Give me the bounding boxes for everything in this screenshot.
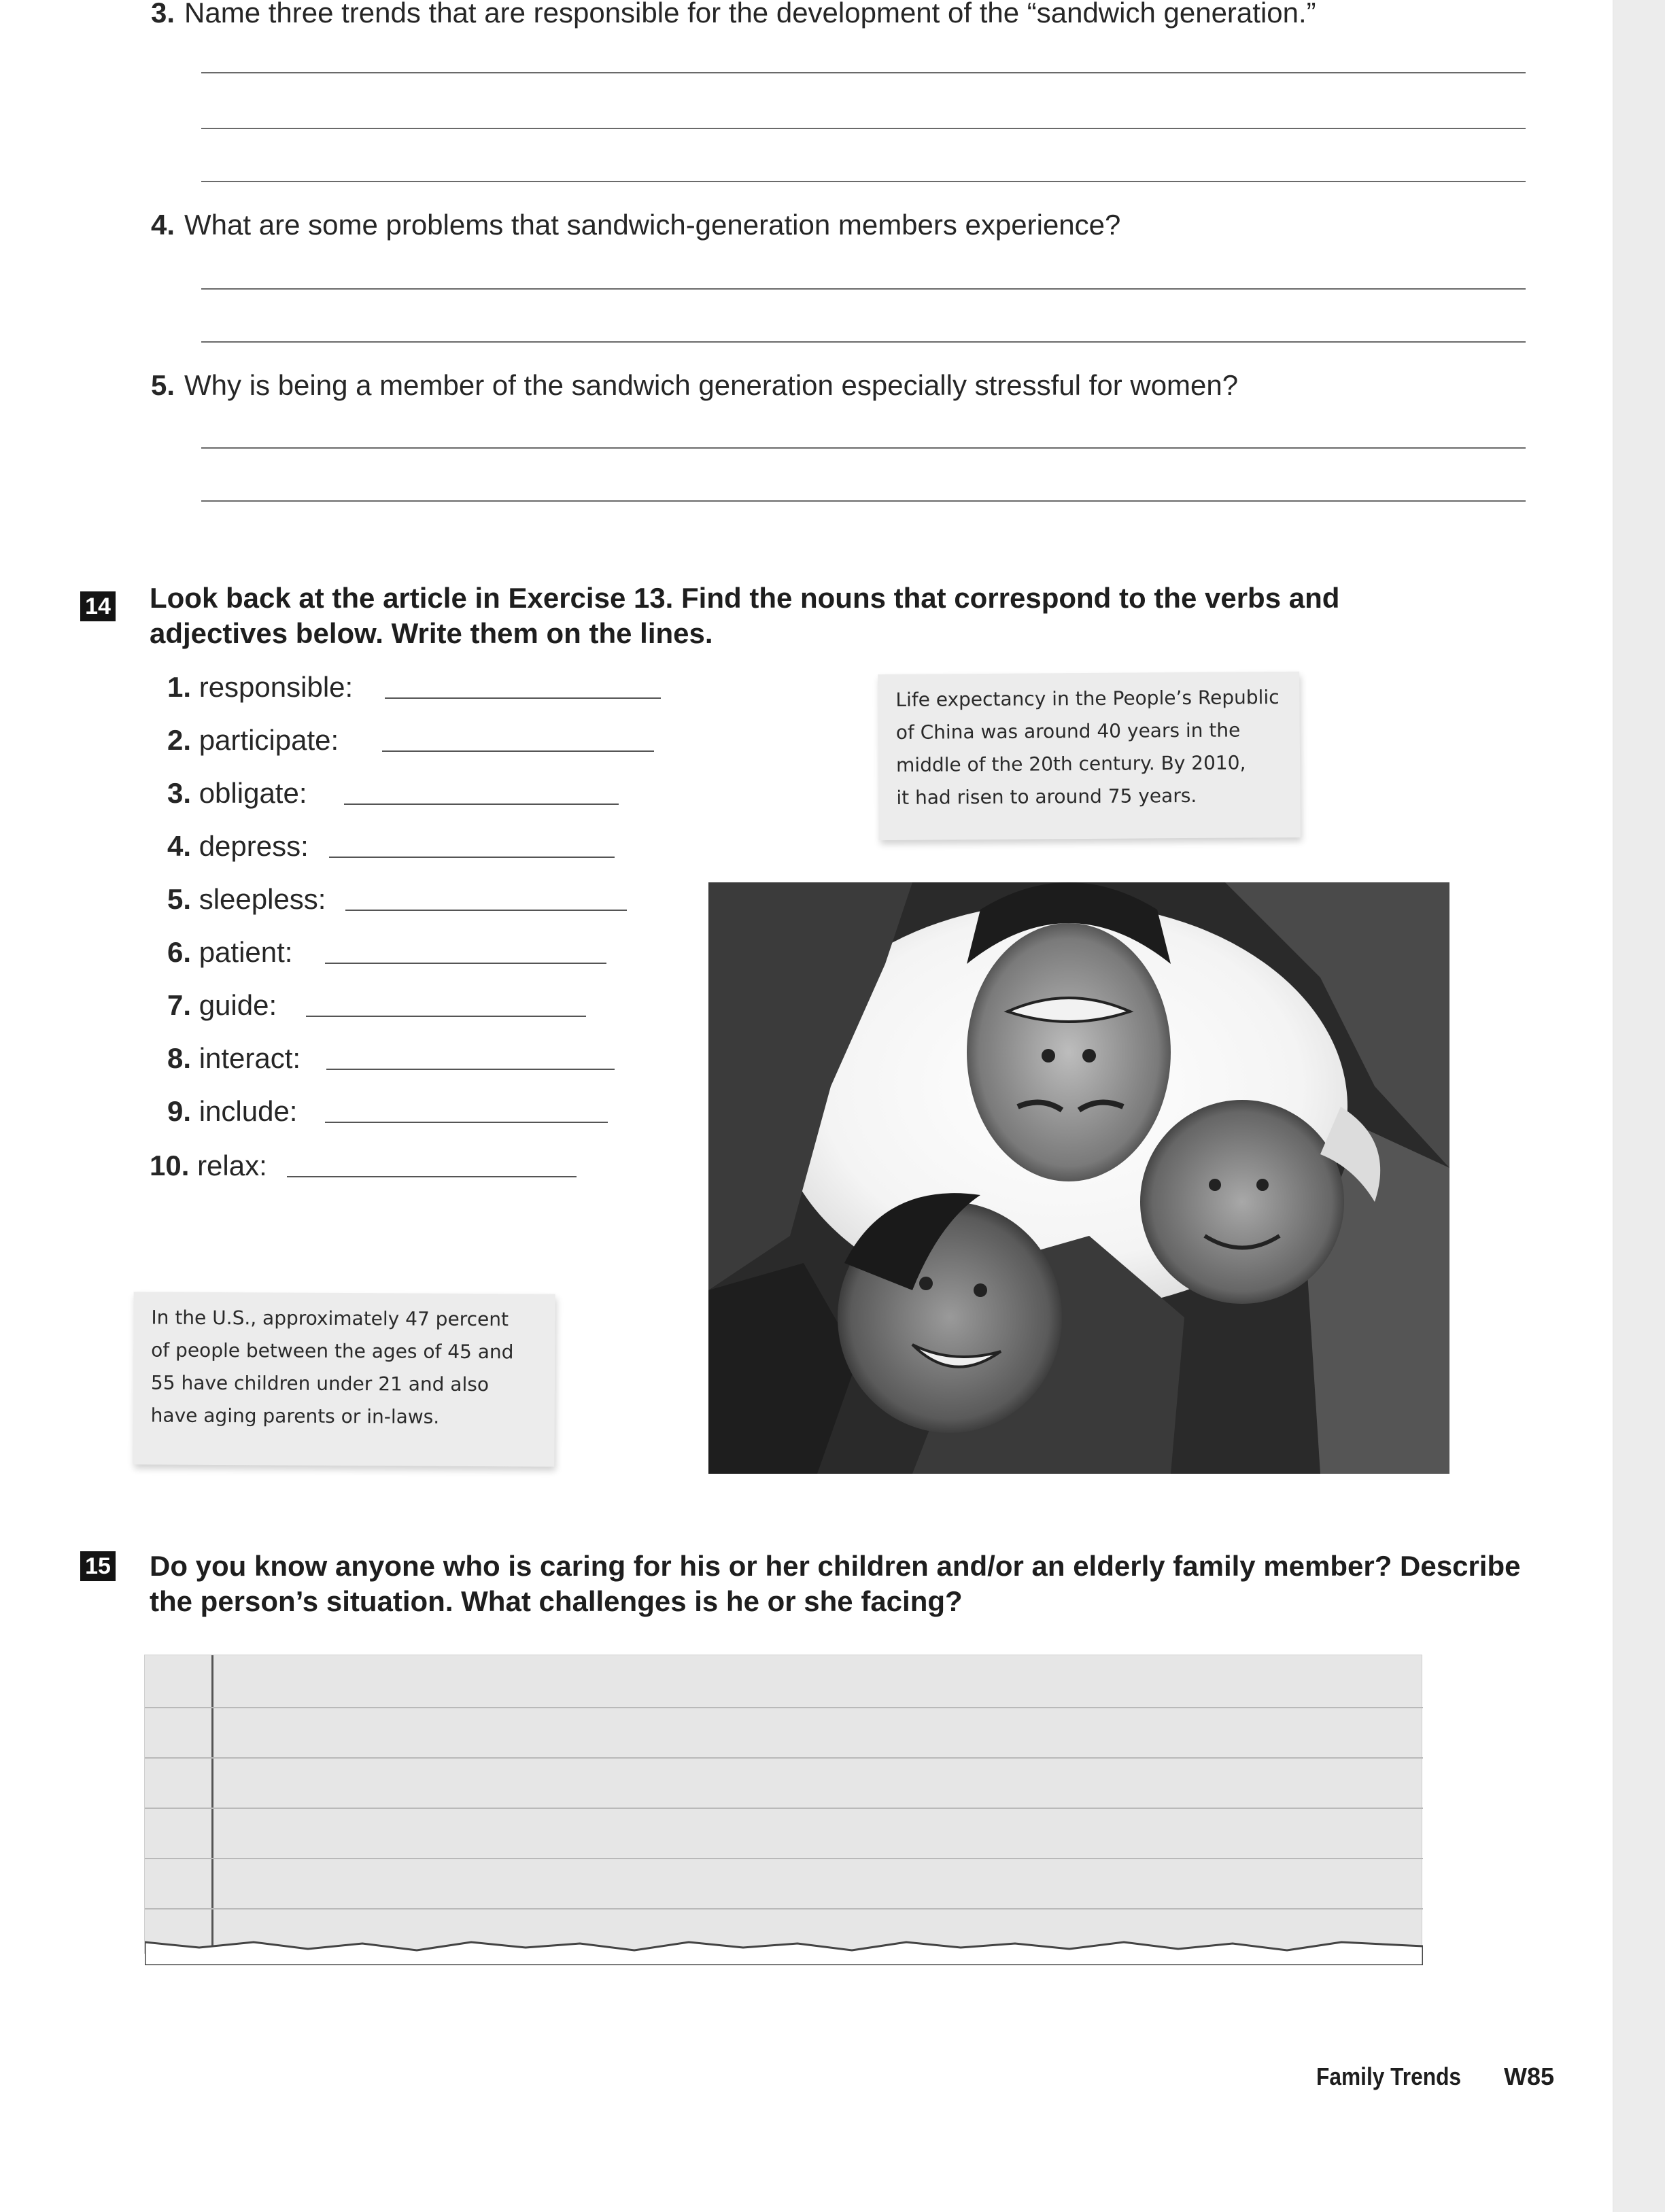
question-text: Why is being a member of the sandwich generation especially stressful for women? — [184, 369, 1239, 401]
notebook-rule — [145, 1908, 1423, 1909]
item-6: 6. patient: — [167, 936, 293, 968]
question-text: Name three trends that are responsible for the development of the “sandwich generation.” — [184, 0, 1316, 29]
family-photo-image — [708, 882, 1449, 1474]
answer-line[interactable] — [306, 1016, 586, 1017]
question-text: What are some problems that sandwich-generation members experience? — [184, 209, 1121, 241]
answer-line[interactable] — [344, 803, 619, 805]
writing-area[interactable] — [144, 1655, 1422, 1954]
notebook-rule — [145, 1858, 1423, 1859]
notebook-rule — [145, 1808, 1423, 1809]
answer-line[interactable] — [201, 447, 1526, 449]
answer-line[interactable] — [385, 697, 661, 699]
answer-line[interactable] — [201, 500, 1526, 502]
fact-note-us: In the U.S., approximately 47 percent of people between the ages of 45 and 55 have children under 21 and also have aging parents or in-laws. — [133, 1292, 555, 1466]
answer-line[interactable] — [329, 857, 615, 858]
question-3 — [151, 0, 1316, 30]
answer-line[interactable] — [201, 181, 1526, 182]
notebook-rule — [145, 1707, 1423, 1708]
answer-line[interactable] — [201, 72, 1526, 73]
question-4 — [151, 208, 1120, 242]
question-5 — [151, 368, 1238, 402]
answer-line[interactable] — [382, 750, 654, 752]
item-9: 9. include: — [167, 1095, 298, 1127]
answer-line[interactable] — [345, 910, 627, 911]
answer-line[interactable] — [325, 1122, 608, 1123]
item-8: 8. interact: — [167, 1042, 301, 1074]
answer-line[interactable] — [287, 1176, 577, 1177]
notebook-margin-rule — [211, 1655, 213, 1954]
item-3: 3. obligate: — [167, 777, 307, 809]
answer-line[interactable] — [201, 288, 1526, 290]
family-photo — [708, 882, 1449, 1474]
answer-line[interactable] — [325, 963, 606, 964]
question-number: 5. — [151, 369, 175, 401]
exercise-14-instruction: Look back at the article in Exercise 13. Find the nouns that correspond to the verbs and adjectives below. Write them on the lines. — [150, 582, 1340, 649]
page-edge — [1613, 0, 1665, 2212]
notebook-rule — [145, 1757, 1423, 1759]
answer-line[interactable] — [201, 341, 1526, 343]
question-number: 3. — [151, 0, 175, 29]
answer-line[interactable] — [326, 1069, 615, 1070]
question-number: 4. — [151, 209, 175, 241]
item-5: 5. sleepless: — [167, 883, 326, 915]
footer-section-title: Family Trends — [1316, 2062, 1462, 2090]
exercise-15-badge: 15 — [80, 1551, 116, 1581]
item-10: 10. relax: — [150, 1150, 267, 1181]
item-2: 2. participate: — [167, 724, 339, 756]
item-1: 1. responsible: — [167, 671, 354, 703]
item-4: 4. depress: — [167, 830, 309, 862]
exercise-15-instruction: Do you know anyone who is caring for his or her children and/or an elderly family member? Describe the person’s situation. What challenges is he or she facing? — [150, 1550, 1521, 1617]
torn-edge — [145, 1938, 1423, 1965]
exercise-14-badge: 14 — [80, 591, 116, 621]
answer-line[interactable] — [201, 128, 1526, 129]
footer-page-number: W85 — [1504, 2062, 1555, 2090]
fact-note-china: Life expectancy in the People’s Republic of China was around 40 years in the middle of the 20th century. By 2010, it had risen to around 75 years. — [878, 672, 1301, 840]
item-7: 7. guide: — [167, 989, 277, 1021]
